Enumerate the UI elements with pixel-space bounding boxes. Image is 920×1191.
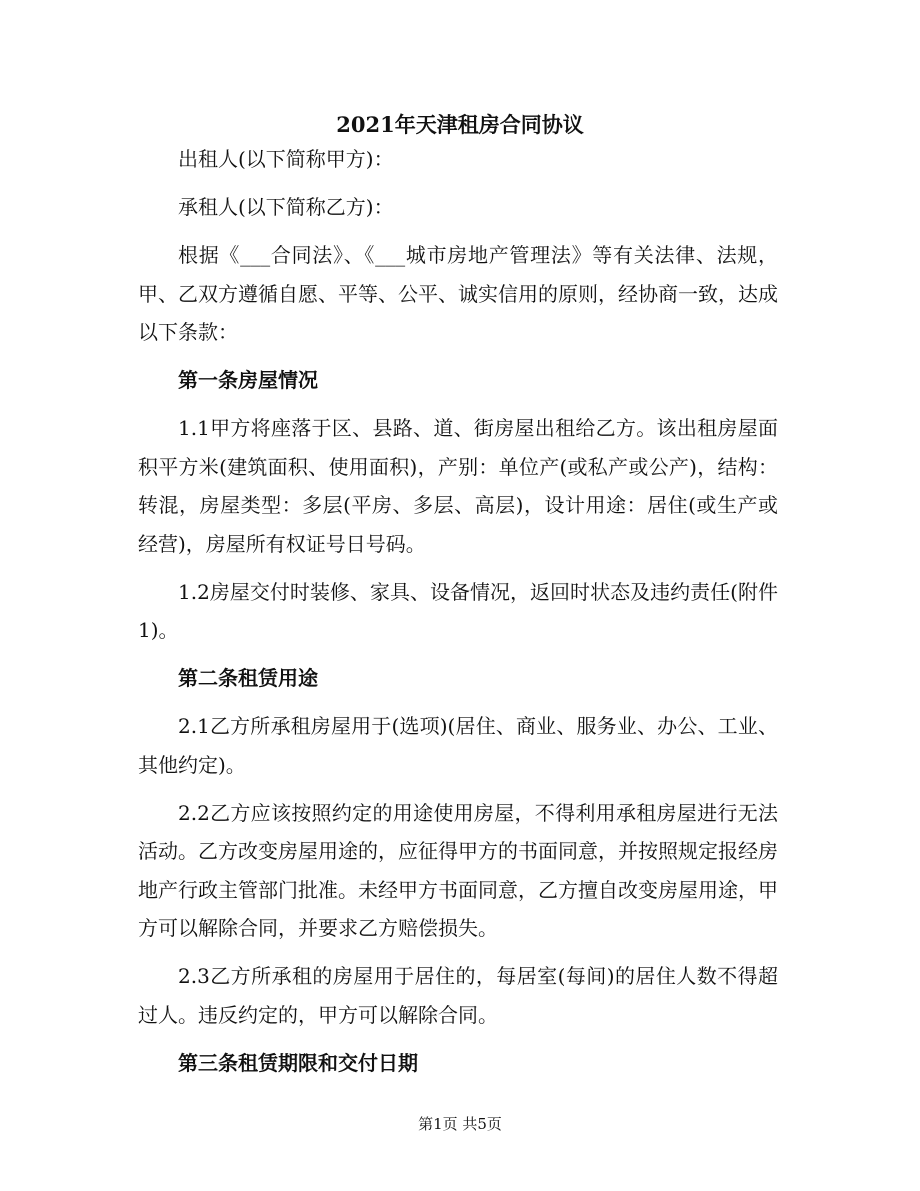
document-body <box>138 140 778 1092</box>
paragraph-2-1: 2.1乙方所承租房屋用于(选项)(居住、商业、服务业、办公、工业、其他约定)。 <box>138 714 778 777</box>
paragraph-lessor: 出租人(以下简称甲方)： <box>178 147 394 171</box>
page-footer: 第1页 共5页 <box>418 1115 502 1133</box>
paragraph-2-3: 2.3乙方所承租的房屋用于居住的，每居室(每间)的居住人数不得超过人。违反约定的，甲方可以解除合同。 <box>138 964 778 1027</box>
paragraph-1-2: 1.2房屋交付时装修、家具、设备情况，返回时状态及违约责任(附件1)。 <box>138 579 778 642</box>
paragraph-lessee: 承租人(以下简称乙方)： <box>178 195 394 219</box>
heading-article-3: 第三条租赁期限和交付日期 <box>178 1050 418 1075</box>
document-title: 2021年天津租房合同协议 <box>336 112 584 137</box>
heading-article-1: 第一条房屋情况 <box>178 368 318 392</box>
paragraph-2-2: 2.2乙方应该按照约定的用途使用房屋，不得利用承租房屋进行无法活动。乙方改变房屋用途的，应征得甲方的书面同意，并按照规定报经房地产行政主管部门批准。未经甲方书面同意，乙方擅自改变房屋用途，甲方可以解除合同，并要求乙方赔偿损失。 <box>138 800 778 940</box>
paragraph-preamble: 根据《___合同法》、《___城市房地产管理法》等有关法律、法规，甲、乙双方遵循自愿、平等、公平、诚实信用的原则，经协商一致，达成以下条款： <box>138 243 778 344</box>
paragraph-1-1: 1.1甲方将座落于区、县路、道、街房屋出租给乙方。该出租房屋面积平方米(建筑面积、使用面积)，产别：单位产(或私产或公产)，结构：转混，房屋类型：多层(平房、多层、高层)，设计用途：居住(或生产或经营)，房屋所有权证号日号码。 <box>138 416 778 556</box>
heading-article-2: 第二条租赁用途 <box>178 666 318 690</box>
